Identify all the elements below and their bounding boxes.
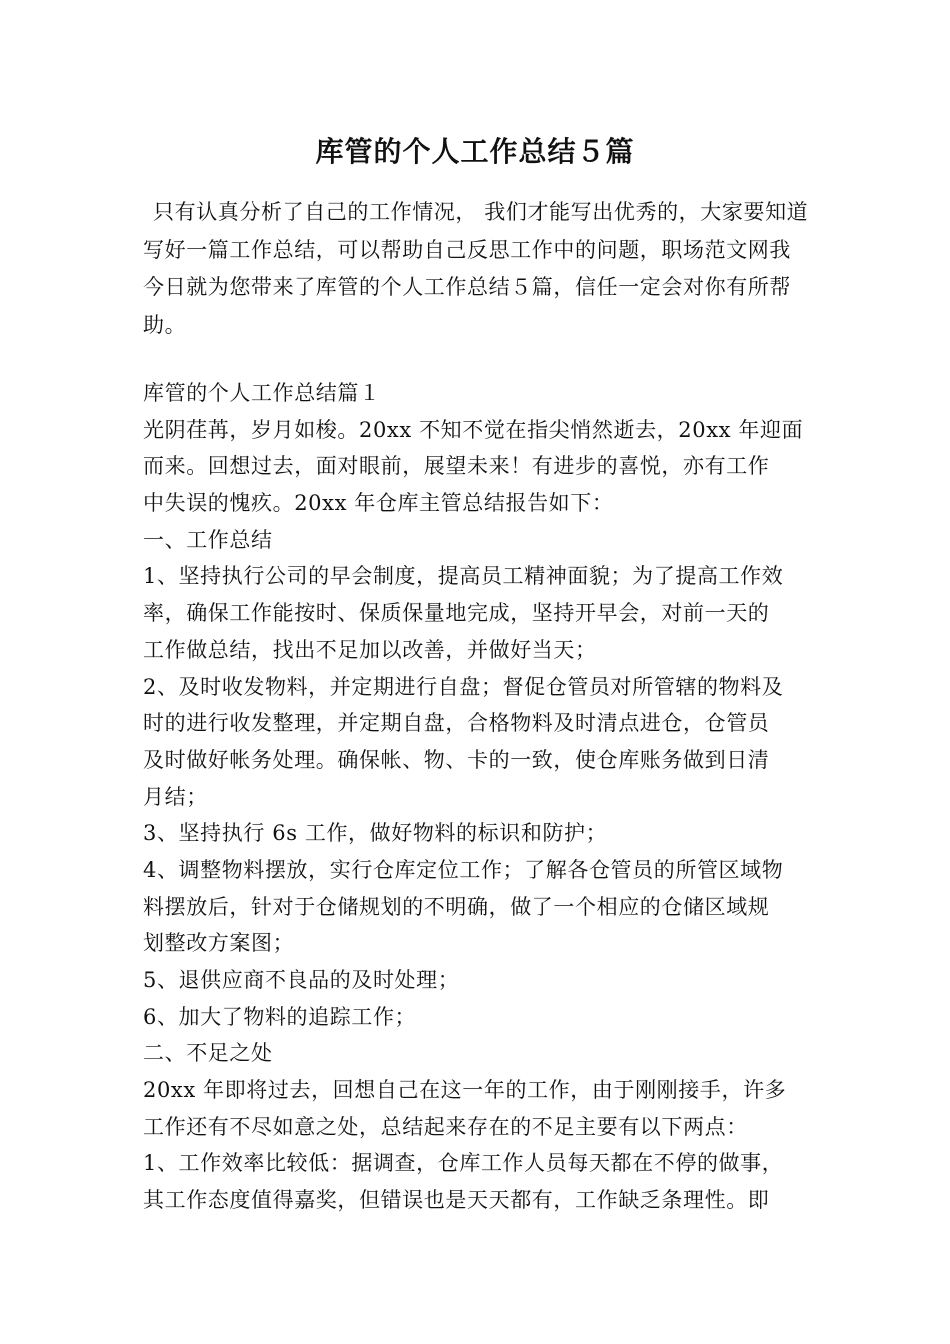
text-line: 料摆放后，针对于仓储规划的不明确，做了一个相应的仓储区域规 [143,894,770,919]
document-title: 库管的个人工作总结５篇 [315,135,635,168]
text-line: 其工作态度值得嘉奖，但错误也是天天都有，工作缺乏条理性。即 [143,1188,770,1213]
text-line: 月结； [143,784,208,809]
text-line: 光阴荏苒，岁月如梭。20xx 不知不觉在指尖悄然逝去，20xx 年迎面 [143,417,804,442]
intro-paragraph: 只有认真分析了自己的工作情况， 我们才能写出优秀的，大家要知道写好一篇工作总结，可以帮助自己反思工作中的问题，职场范文网我今日就为您带来了库管的个人工作总结５篇，信任一定会对你有所帮助。 [143,200,809,337]
text-line: 率，确保工作能按时、保质保量地完成，坚持开早会，对前一天的 [143,601,770,626]
text-line: 时的进行收发整理，并定期自盘，合格物料及时清点进仓，仓管员 [143,711,770,736]
text-line: 中失误的愧疚。20xx 年仓库主管总结报告如下： [143,491,614,516]
text-line: 2、及时收发物料，并定期进行自盘；督促仓管员对所管辖的物料及 [143,674,784,699]
subsection-heading: 一、工作总结 [143,527,273,552]
subsection-heading: 二、不足之处 [143,1041,273,1066]
section-heading: 库管的个人工作总结篇１ [143,381,381,405]
text-line: 20xx 年即将过去，回想自己在这一年的工作，由于刚刚接手，许多 [143,1078,787,1103]
text-line: 1、坚持执行公司的早会制度，提高员工精神面貌；为了提高工作效 [143,564,784,589]
text-line: 5、退供应商不良品的及时处理； [143,968,460,992]
text-line: 而来。回想过去，面对眼前，展望未来！有进步的喜悦，亦有工作 [143,454,770,479]
text-line: 3、坚持执行 6s 工作，做好物料的标识和防护； [143,821,608,846]
text-line: 1、工作效率比较低：据调查，仓库工作人员每天都在不停的做事， [143,1151,784,1176]
text-line: 工作做总结，找出不足加以改善，并做好当天； [143,637,597,662]
text-line: 4、调整物料摆放，实行仓库定位工作；了解各仓管员的所管区域物 [143,857,784,882]
document-body [143,375,813,1219]
text-line: 划整改方案图； [143,931,295,956]
text-line: 工作还有不尽如意之处，总结起来存在的不足主要有以下两点： [143,1114,748,1139]
text-line: 6、加大了物料的追踪工作； [143,1004,417,1029]
text-line: 及时做好帐务处理。确保帐、物、卡的一致，使仓库账务做到日清 [143,747,770,772]
